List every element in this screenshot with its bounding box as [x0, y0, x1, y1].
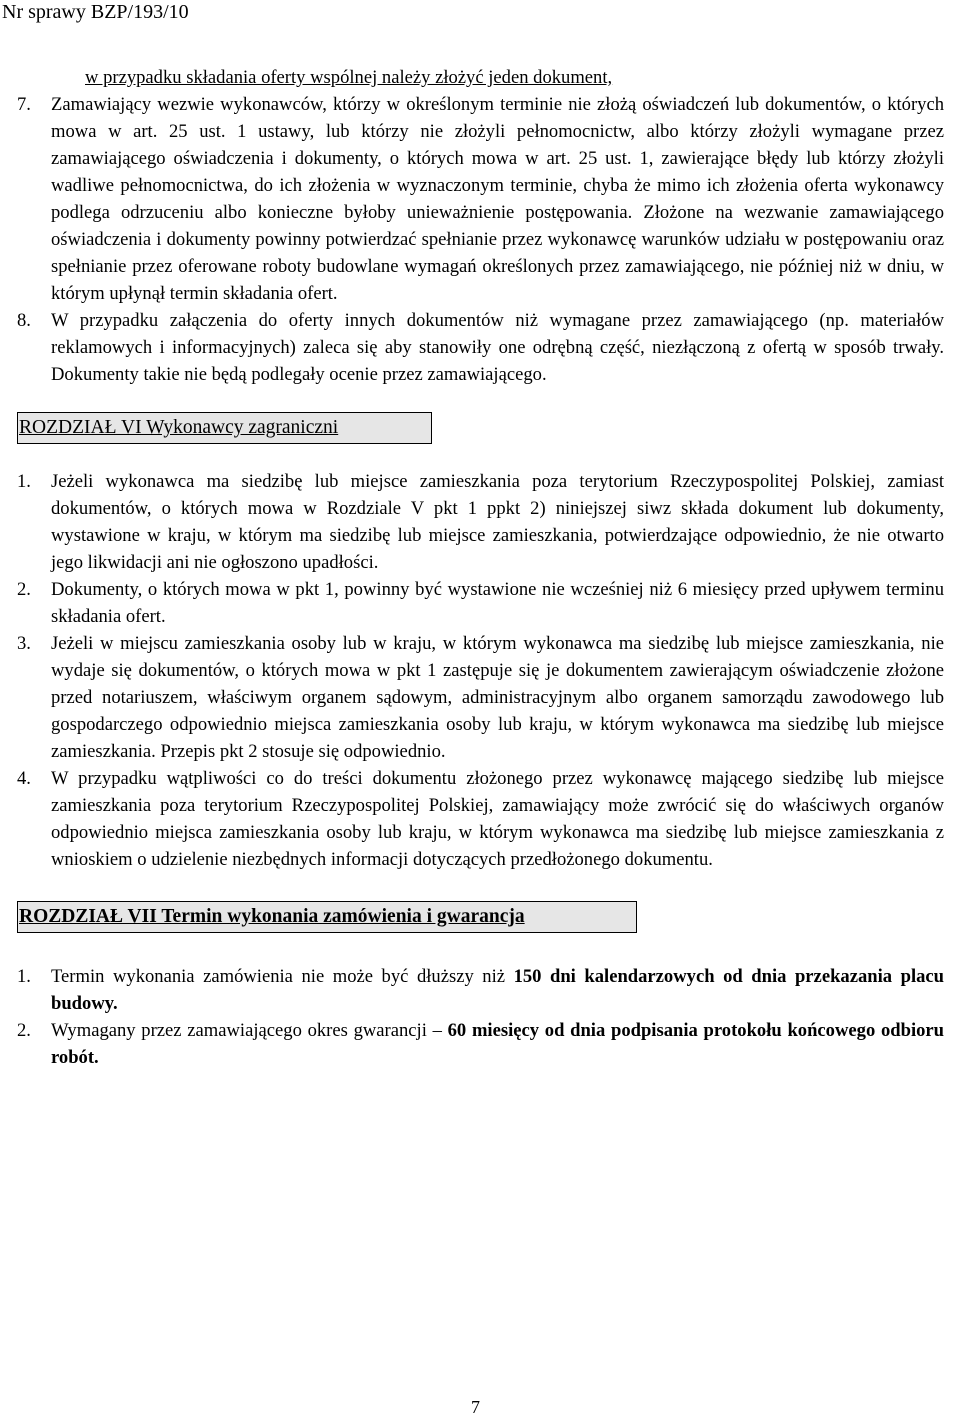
item-number: 2.: [17, 579, 31, 600]
item-number: 4.: [17, 768, 31, 789]
item-text: Zamawiający wezwie wykonawców, którzy w określonym terminie nie złożą oświadczeń lub dokumentów, o których mowa w art. 25 ust. 1 ustawy, lub którzy nie złożyli pełnomocnictw, albo którzy złożyli wymagane przez zamawiającego oświadczenia i dokumenty, o których mowa w art. 25 ust. 1, zawierające błędy lub którzy złożyli wadliwe pełnomocnictwa, do ich złożenia w wyznaczonym terminie, chyba że mimo ich złożenia oferta wykonawcy podlega odrzuceniu albo konieczne byłoby unieważnienie postępowania. Złożone na wezwanie zamawiającego oświadczenia i dokumenty powinny potwierdzać spełnianie przez wykonawcę warunków udziału w postępowaniu oraz spełnianie przez oferowane roboty budowlane wymagań określonych przez zamawiającego, nie później niż w dniu, w którym upłynął termin składania ofert.: [51, 94, 944, 304]
item-text: W przypadku wątpliwości co do treści dokumentu złożonego przez wykonawcę mającego siedzibę lub miejsce zamieszkania poza terytorium Rzeczypospolitej Polskiej, zamawiający może zwrócić się do właściwych organów odpowiednio miejsca zamieszkania osoby lub kraju, w którym wykonawca ma siedzibę lub miejsce zamieszkania z wnioskiem o udzielenie niezbędnych informacji dotyczących przedłożonego dokumentu.: [51, 768, 944, 870]
item-number: 2.: [17, 1020, 31, 1041]
section-heading-text: ROZDZIAŁ VI Wykonawcy zagraniczni: [19, 417, 339, 438]
item-bold-text: 150 dni kalendarzowych od dnia przekazania placu budowy.: [51, 966, 945, 1014]
item-number: 1.: [17, 966, 31, 987]
list-item: [17, 468, 944, 576]
list-item: [17, 963, 944, 1017]
case-number: Nr sprawy BZP/193/10: [2, 1, 189, 23]
item-number: 1.: [17, 471, 31, 492]
item-number: 8.: [17, 310, 31, 331]
item-text: Jeżeli w miejscu zamieszkania osoby lub w kraju, w którym wykonawca ma siedzibę lub miejsce zamieszkania, nie wydaje się dokumentów, o których mowa w pkt 1 zastępuje się je dokumentem zawierającym oświadczenie złożone przed notariuszem, właściwym organem sądowym, administracyjnym albo organem samorządu zawodowego lub gospodarczego odpowiednio miejsca zamieszkania osoby lub kraju, w którym wykonawca ma siedzibę lub miejsce zamieszkania. Przepis pkt 2 stosuje się odpowiednio.: [51, 633, 944, 762]
item-number: 7.: [17, 94, 31, 115]
item-plain-text: Termin wykonania zamówienia nie może być dłuższy niż: [51, 966, 514, 987]
list-item: [17, 307, 944, 388]
item-text: Dokumenty, o których mowa w pkt 1, powinny być wystawione nie wcześniej niż 6 miesięcy przed upływem terminu składania ofert.: [51, 579, 944, 627]
list-item: [17, 576, 944, 630]
top-line: w przypadku składania oferty wspólnej należy złożyć jeden dokument,: [85, 67, 613, 88]
list-item: [17, 1017, 944, 1071]
section-heading: [17, 412, 432, 444]
document-body: [17, 64, 944, 1071]
page-number: 7: [471, 1397, 480, 1417]
section-heading-text: ROZDZIAŁ VII Termin wykonania zamówienia i gwarancja: [19, 906, 525, 927]
list-item: [17, 91, 944, 307]
item-text: Jeżeli wykonawca ma siedzibę lub miejsce zamieszkania poza terytorium Rzeczypospolitej Polskiej, zamiast dokumentów, o których mowa w Rozdziale V pkt 1 ppkt 2) niniejszej siwz składa dokument lub dokumenty, wystawione w kraju, w którym ma siedzibę lub miejsce zamieszkania, potwierdzające odpowiednio, że nie otwarto jego likwidacji ani nie ogłoszono upadłości.: [51, 471, 944, 573]
item-plain-text: Wymagany przez zamawiającego okres gwarancji –: [51, 1020, 448, 1041]
item-text: W przypadku załączenia do oferty innych dokumentów niż wymagane przez zamawiającego (np. materiałów reklamowych i informacyjnych) zaleca się aby stanowiły one odrębną część, niezłączoną z ofertą w sposób trwały. Dokumenty takie nie będą podlegały ocenie przez zamawiającego.: [51, 310, 944, 385]
item-bold-text: 60 miesięcy od dnia podpisania protokołu końcowego odbioru robót.: [51, 1020, 944, 1068]
section-heading: [17, 901, 637, 933]
list-item: [17, 630, 944, 765]
list-item: [17, 765, 944, 873]
item-text: [51, 963, 944, 1017]
item-text: [51, 1017, 944, 1071]
item-number: 3.: [17, 633, 31, 654]
